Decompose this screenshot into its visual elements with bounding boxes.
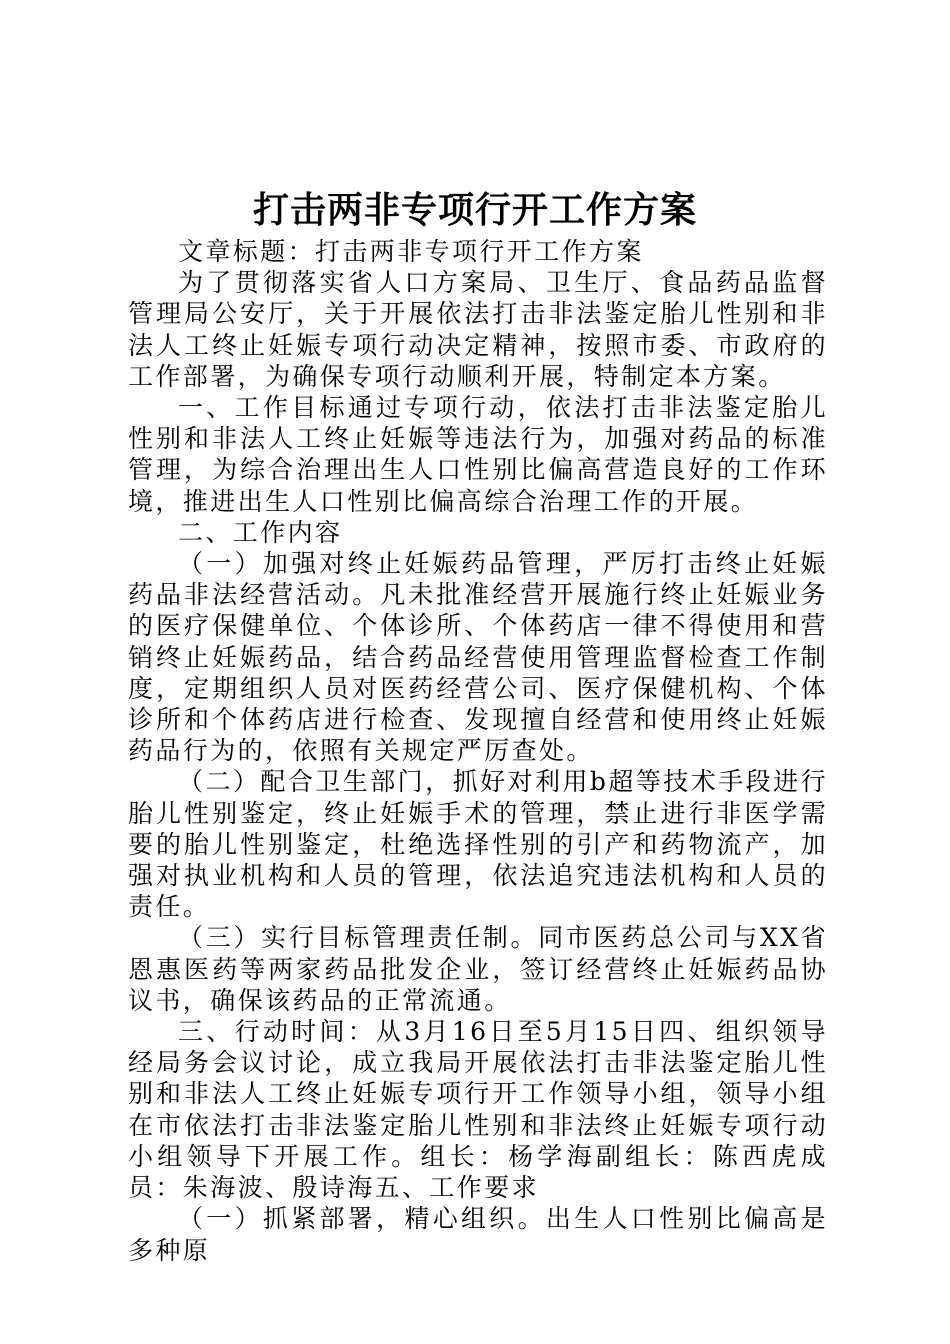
paragraph-schedule-leadership: 三、行动时间：从3月16日至5月15日四、组织领导经局务会议讨论，成立我局开展依法打击非法鉴定胎儿性别和非法人工终止妊娠专项行开工作领导小组，领导小组在市依法打击非法鉴定胎儿性别和非法终止妊娠专项行动小组领导下开展工作。组长：杨学海副组长：陈西虎成员：朱海波、殷诗海五、工作要求 <box>128 1017 828 1203</box>
document-title: 打击两非专项行开工作方案 <box>252 189 697 231</box>
paragraph-content-3: （三）实行目标管理责任制。同市医药总公司与XX省恩惠医药等两家药品批发企业，签订经营终止妊娠药品协议书，确保该药品的正常流通。 <box>128 923 828 1015</box>
document-body <box>128 236 828 1266</box>
paragraph-goal: 一、工作目标通过专项行动，依法打击非法鉴定胎儿性别和非法人工终止妊娠等违法行为，加强对药品的标准管理，为综合治理出生人口性别比偏高营造良好的工作环境，推进出生人口性别比偏高综合治理工作的开展。 <box>128 393 828 516</box>
paragraph-content-heading: 二、工作内容 <box>178 517 343 547</box>
paragraph-intro: 为了贯彻落实省人口方案局、卫生厅、食品药品监督管理局公安厅，关于开展依法打击非法鉴定胎儿性别和非法人工终止妊娠专项行动决定精神，按照市委、市政府的工作部署，为确保专项行动顺利开展，特制定本方案。 <box>128 268 828 391</box>
paragraph-article-title: 文章标题：打击两非专项行开工作方案 <box>178 237 644 266</box>
paragraph-requirements-1: （一）抓紧部署，精心组织。出生人口性别比偏高是多种原 <box>128 1204 828 1265</box>
paragraph-content-2: （二）配合卫生部门，抓好对利用b超等技术手段进行胎儿性别鉴定，终止妊娠手术的管理，禁止进行非医学需要的胎儿性别鉴定，杜绝选择性别的引产和药物流产，加强对执业机构和人员的管理，依法追究违法机构和人员的责任。 <box>128 767 828 922</box>
paragraph-content-1: （一）加强对终止妊娠药品管理，严厉打击终止妊娠药品非法经营活动。凡未批准经营开展施行终止妊娠业务的医疗保健单位、个体诊所、个体药店一律不得使用和营销终止妊娠药品，结合药品经营使用管理监督检查工作制度，定期组织人员对医药经营公司、医疗保健机构、个体诊所和个体药店进行检查、发现擅自经营和使用终止妊娠药品行为的，依照有关规定严厉查处。 <box>128 549 828 766</box>
